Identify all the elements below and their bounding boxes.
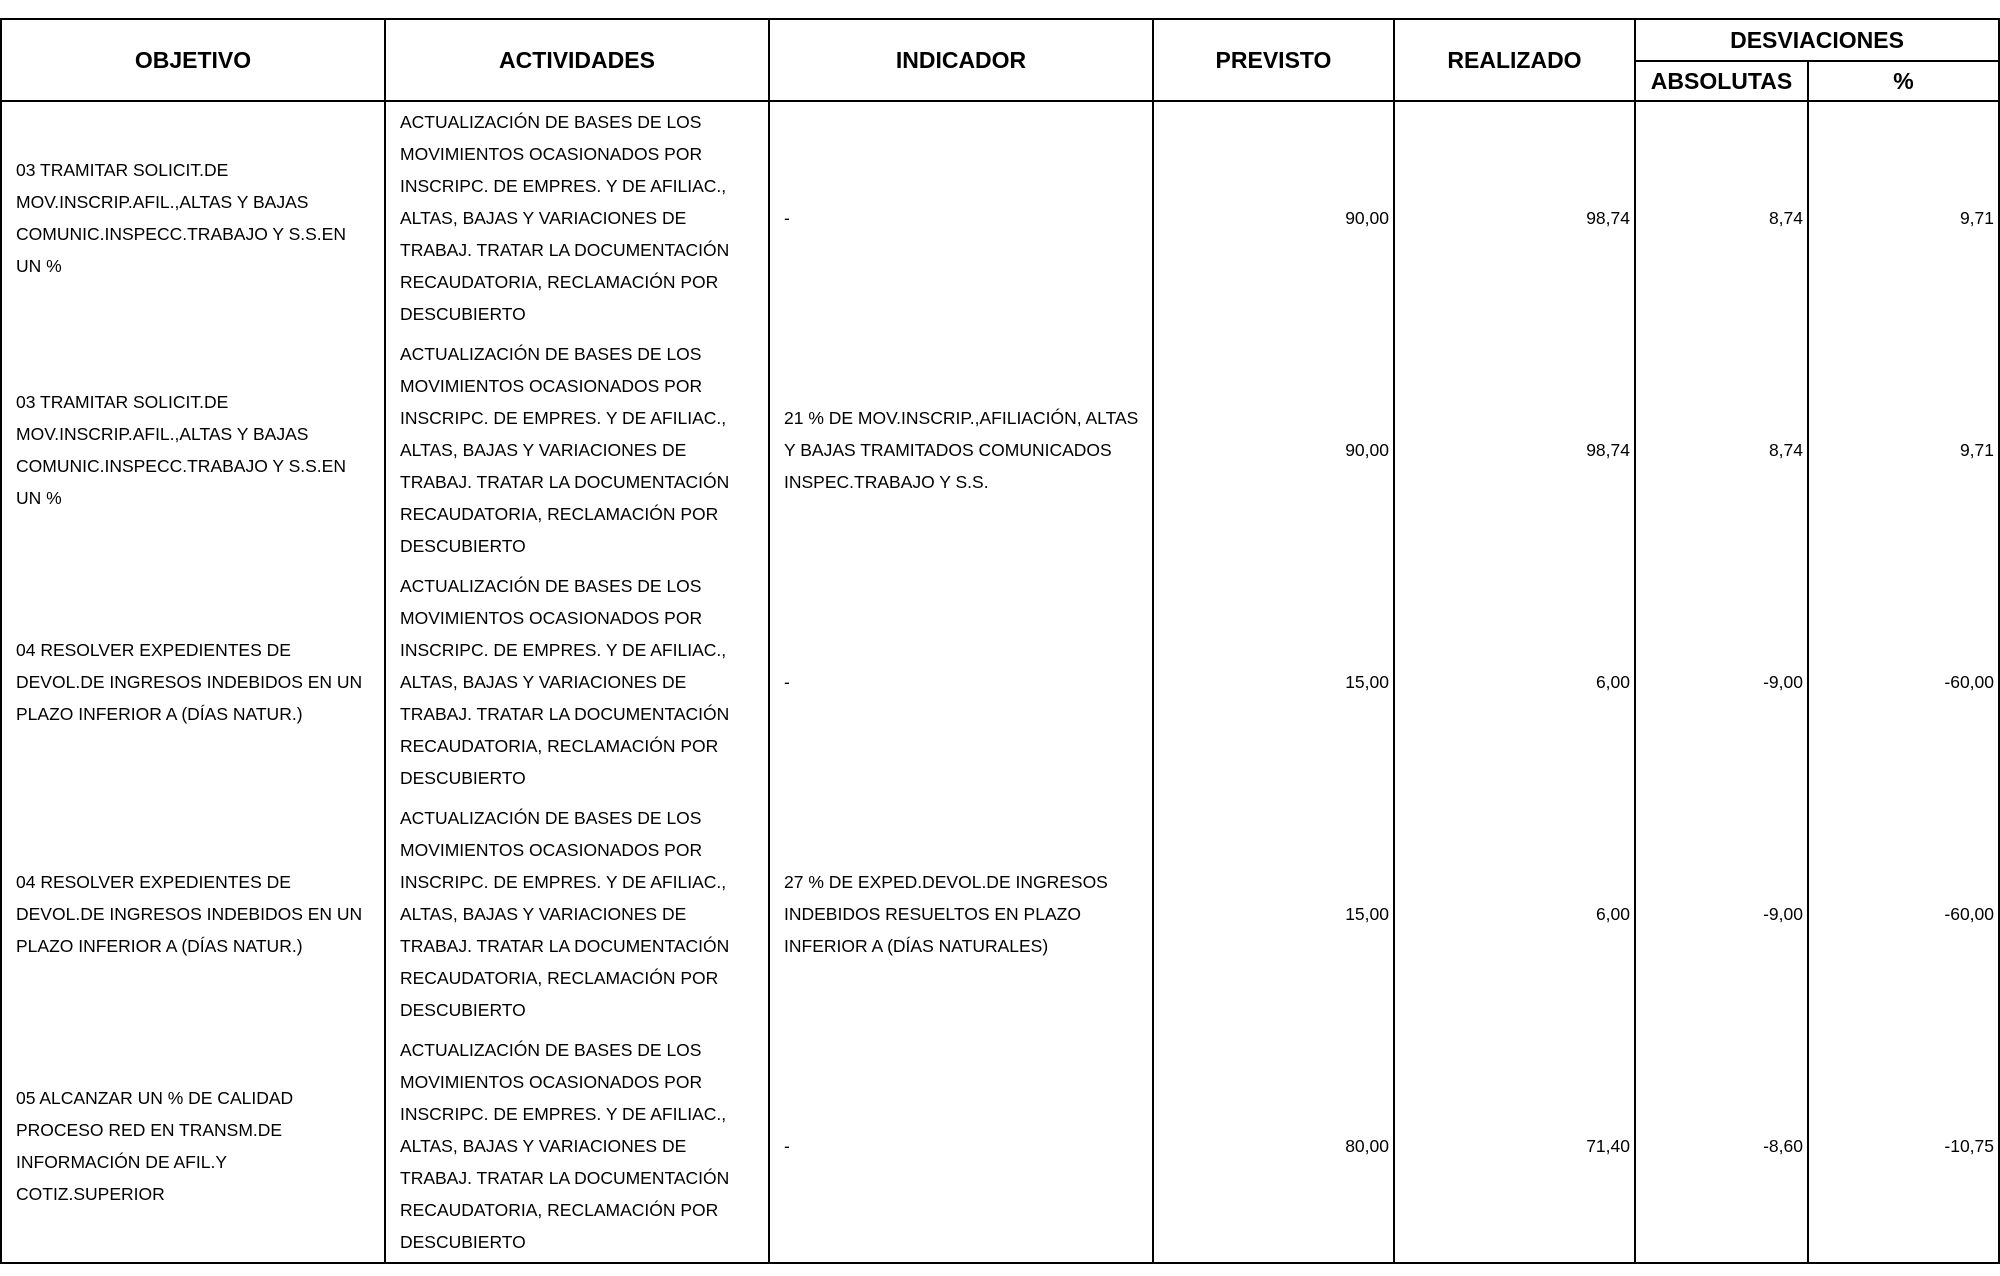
cell-objetivo: 03 TRAMITAR SOLICIT.DE MOV.INSCRIP.AFIL.,ALTAS Y BAJAS COMUNIC.INSPECC.TRABAJO Y S.S.EN UN %	[1, 334, 385, 566]
cell-porcentaje: 9,71	[1808, 334, 1999, 566]
header-actividades: ACTIVIDADES	[385, 19, 769, 101]
header-porcentaje: %	[1808, 61, 1999, 101]
cell-indicador: -	[769, 101, 1153, 334]
cell-actividades: ACTUALIZACIÓN DE BASES DE LOS MOVIMIENTOS OCASIONADOS POR INSCRIPC. DE EMPRES. Y DE AFILIAC., ALTAS, BAJAS Y VARIACIONES DE TRABAJ. TRATAR LA DOCUMENTACIÓN RECAUDATORIA, RECLAMACIÓN POR DESCUBIERTO	[385, 566, 769, 798]
table-row	[1, 566, 1999, 798]
cell-previsto: 80,00	[1153, 1030, 1394, 1263]
header-absolutas: ABSOLUTAS	[1635, 61, 1808, 101]
cell-indicador: -	[769, 566, 1153, 798]
cell-porcentaje: -60,00	[1808, 798, 1999, 1030]
cell-indicador: 21 % DE MOV.INSCRIP.,AFILIACIÓN, ALTAS Y BAJAS TRAMITADOS COMUNICADOS INSPEC.TRABAJO Y S.S.	[769, 334, 1153, 566]
cell-objetivo: 04 RESOLVER EXPEDIENTES DE DEVOL.DE INGRESOS INDEBIDOS EN UN PLAZO INFERIOR A (DÍAS NATUR.)	[1, 566, 385, 798]
cell-previsto: 90,00	[1153, 101, 1394, 334]
cell-actividades: ACTUALIZACIÓN DE BASES DE LOS MOVIMIENTOS OCASIONADOS POR INSCRIPC. DE EMPRES. Y DE AFILIAC., ALTAS, BAJAS Y VARIACIONES DE TRABAJ. TRATAR LA DOCUMENTACIÓN RECAUDATORIA, RECLAMACIÓN POR DESCUBIERTO	[385, 101, 769, 334]
cell-realizado: 6,00	[1394, 798, 1635, 1030]
cell-previsto: 90,00	[1153, 334, 1394, 566]
cell-porcentaje: -60,00	[1808, 566, 1999, 798]
cell-realizado: 98,74	[1394, 334, 1635, 566]
cell-previsto: 15,00	[1153, 566, 1394, 798]
table-row	[1, 1030, 1999, 1263]
table-row	[1, 101, 1999, 334]
cell-objetivo: 04 RESOLVER EXPEDIENTES DE DEVOL.DE INGRESOS INDEBIDOS EN UN PLAZO INFERIOR A (DÍAS NATUR.)	[1, 798, 385, 1030]
cell-actividades: ACTUALIZACIÓN DE BASES DE LOS MOVIMIENTOS OCASIONADOS POR INSCRIPC. DE EMPRES. Y DE AFILIAC., ALTAS, BAJAS Y VARIACIONES DE TRABAJ. TRATAR LA DOCUMENTACIÓN RECAUDATORIA, RECLAMACIÓN POR DESCUBIERTO	[385, 1030, 769, 1263]
cell-objetivo: 03 TRAMITAR SOLICIT.DE MOV.INSCRIP.AFIL.,ALTAS Y BAJAS COMUNIC.INSPECC.TRABAJO Y S.S.EN UN %	[1, 101, 385, 334]
cell-absolutas: -9,00	[1635, 798, 1808, 1030]
header-realizado: REALIZADO	[1394, 19, 1635, 101]
cell-porcentaje: 9,71	[1808, 101, 1999, 334]
cell-objetivo: 05 ALCANZAR UN % DE CALIDAD PROCESO RED EN TRANSM.DE INFORMACIÓN DE AFIL.Y COTIZ.SUPERIOR	[1, 1030, 385, 1263]
cell-absolutas: -8,60	[1635, 1030, 1808, 1263]
table-row	[1, 798, 1999, 1030]
cell-realizado: 98,74	[1394, 101, 1635, 334]
objectives-table	[0, 18, 2000, 1264]
cell-actividades: ACTUALIZACIÓN DE BASES DE LOS MOVIMIENTOS OCASIONADOS POR INSCRIPC. DE EMPRES. Y DE AFILIAC., ALTAS, BAJAS Y VARIACIONES DE TRABAJ. TRATAR LA DOCUMENTACIÓN RECAUDATORIA, RECLAMACIÓN POR DESCUBIERTO	[385, 334, 769, 566]
cell-absolutas: 8,74	[1635, 334, 1808, 566]
cell-indicador: 27 % DE EXPED.DEVOL.DE INGRESOS INDEBIDOS RESUELTOS EN PLAZO INFERIOR A (DÍAS NATURALES)	[769, 798, 1153, 1030]
header-indicador: INDICADOR	[769, 19, 1153, 101]
header-desviaciones: DESVIACIONES	[1635, 19, 1999, 61]
header-objetivo: OBJETIVO	[1, 19, 385, 101]
cell-actividades: ACTUALIZACIÓN DE BASES DE LOS MOVIMIENTOS OCASIONADOS POR INSCRIPC. DE EMPRES. Y DE AFILIAC., ALTAS, BAJAS Y VARIACIONES DE TRABAJ. TRATAR LA DOCUMENTACIÓN RECAUDATORIA, RECLAMACIÓN POR DESCUBIERTO	[385, 798, 769, 1030]
cell-realizado: 71,40	[1394, 1030, 1635, 1263]
cell-porcentaje: -10,75	[1808, 1030, 1999, 1263]
cell-indicador: -	[769, 1030, 1153, 1263]
cell-absolutas: 8,74	[1635, 101, 1808, 334]
table-row	[1, 334, 1999, 566]
cell-absolutas: -9,00	[1635, 566, 1808, 798]
cell-previsto: 15,00	[1153, 798, 1394, 1030]
header-previsto: PREVISTO	[1153, 19, 1394, 101]
header-row	[1, 19, 1999, 61]
cell-realizado: 6,00	[1394, 566, 1635, 798]
